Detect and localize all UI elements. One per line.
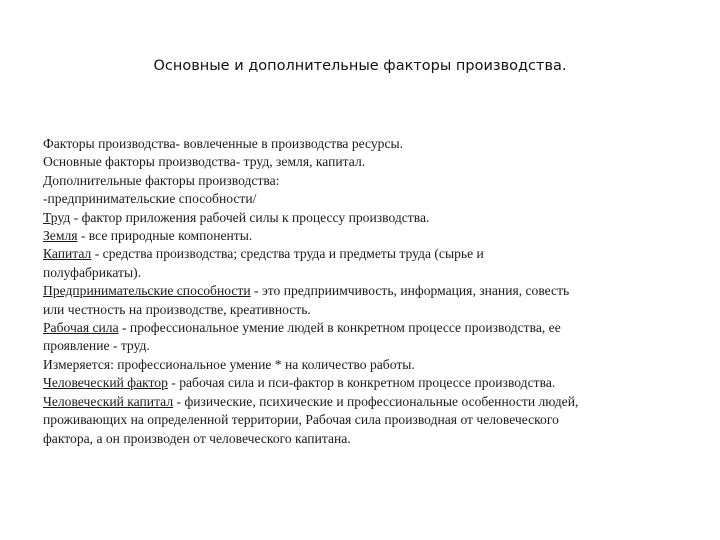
text-line-entrepreneurial-abilities: -предпринимательские способности/ xyxy=(43,191,257,207)
definition-human-capital-text-1: - физические, психические и профессиональные особенности людей, xyxy=(173,393,579,409)
definition-human-factor-text: - рабочая сила и пси-фактор в конкретном процессе производства. xyxy=(167,375,556,391)
definition-capital xyxy=(43,245,708,263)
definition-land-text: - все природные компоненты. xyxy=(77,228,253,244)
term-entrepreneurship: Предпринимательские способности xyxy=(43,283,251,299)
definition-workforce-continued: проявление - труд. xyxy=(43,338,150,354)
term-workforce: Рабочая сила xyxy=(43,320,119,336)
definition-entrepreneurship-text-1: - это предприимчивость, информация, знания, совесть xyxy=(250,283,570,299)
definition-workforce xyxy=(43,319,708,337)
text-line-main-factors: Основные факторы производства- труд, земля, капитал. xyxy=(43,154,366,170)
term-land: Земля xyxy=(43,228,78,244)
definition-entrepreneurship-continued: или честность на производстве, креативность. xyxy=(43,301,311,317)
text-line-factors-definition: Факторы производства- вовлеченные в производства ресурсы. xyxy=(43,136,404,151)
term-labor: Труд xyxy=(43,209,71,225)
definition-land xyxy=(43,227,708,245)
text-line-measured: Измеряется: профессиональное умение * на количество работы. xyxy=(43,356,415,372)
text-line-additional-factors: Дополнительные факторы производства: xyxy=(43,172,280,188)
term-human-factor: Человеческий фактор xyxy=(43,375,168,391)
definition-human-factor xyxy=(43,374,708,392)
definition-capital-text-1: - средства производства; средства труда и предметы труда (сырье и xyxy=(91,246,484,262)
term-human-capital: Человеческий капитал xyxy=(43,393,174,409)
definition-entrepreneurship xyxy=(43,282,708,300)
definition-workforce-text-1: - профессиональное умение людей в конкретном процессе производства, ее xyxy=(118,320,561,336)
definition-human-capital xyxy=(43,393,708,411)
definition-human-capital-continued-2: фактора, а он производен от человеческого капитана. xyxy=(43,430,351,446)
slide-body xyxy=(43,135,708,448)
definition-capital-continued: полуфабрикаты). xyxy=(43,264,142,280)
definition-labor-text: - фактор приложения рабочей силы к процессу производства. xyxy=(70,209,430,225)
definition-labor xyxy=(43,209,708,227)
term-capital: Капитал xyxy=(43,246,92,262)
slide-title: Основные и дополнительные факторы производства. xyxy=(153,58,567,74)
definition-human-capital-continued-1: проживающих на определенной территории, Рабочая сила производная от человеческого xyxy=(43,412,559,428)
